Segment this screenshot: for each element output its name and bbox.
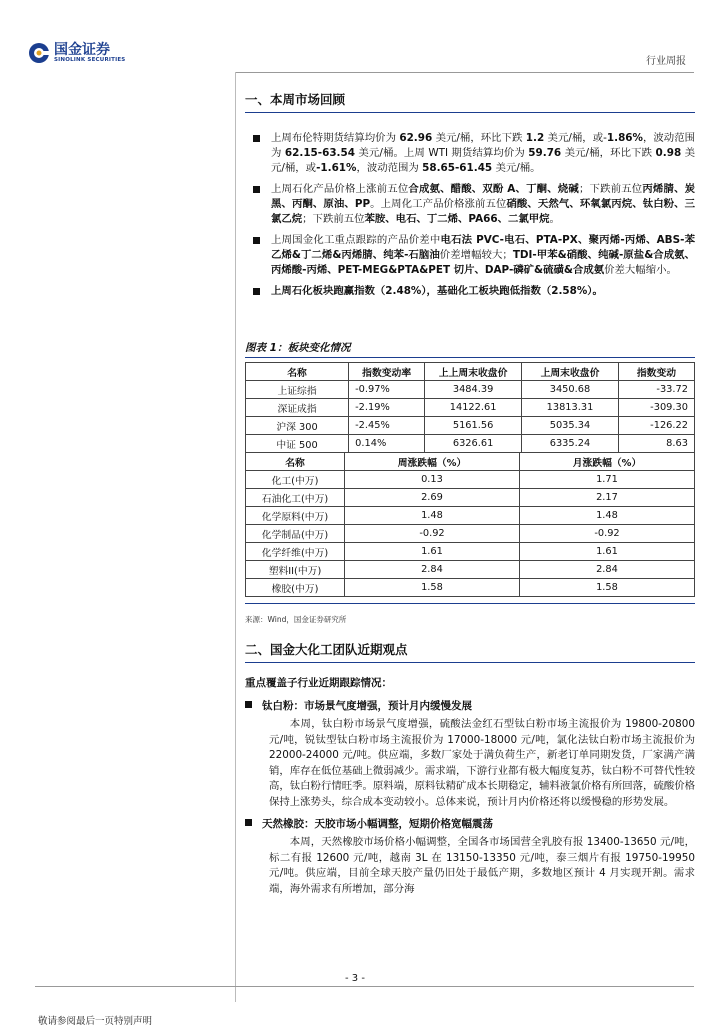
list-item: 上周石化产品价格上涨前五位合成氨、醋酸、双酚 A、丁酮、烧碱；下跌前五位丙烯腈、炭黑、丙酮、原油、PP。上周化工产品价格涨前五位硝酸、天然气、环氧氯丙烷、钛白粉、三氯乙烷；下跌前五位苯胺、电石、丁二烯、PA66、二氯甲烷。 [245,182,695,227]
item-heading-rubber: 天然橡胶：天胶市场小幅调整，短期价格宽幅震荡 [245,816,695,831]
disclaimer-note: 敬请参阅最后一页特别声明 [38,1016,153,1027]
table-row: 塑料II(中万) 2.84 2.84 [246,561,695,579]
bullet-square-icon [245,819,252,826]
table-row: 化学原料(中万) 1.48 1.48 [246,507,695,525]
item-heading-titanium: 钛白粉：市场景气度增强，预计月内缓慢发展 [245,698,695,713]
bullet-square-icon [245,701,252,708]
list-item: 上周布伦特期货结算均价为 62.96 美元/桶，环比下跌 1.2 美元/桶，或-1.86%，波动范围为 62.15-63.54 美元/桶。上周 WTI 期货结算均价为 59.76 美元/桶，环比下跌 0.98 美元/桶，或-1.61%，波动范围为 58.65-61.45 美元/桶。 [245,131,695,176]
table-block [245,340,695,626]
logo-text-cn: 国金证券 [54,41,110,58]
table-row: 化学纤维(中万) 1.61 1.61 [246,543,695,561]
table-row: 深证成指 -2.19% 14122.61 13813.31 -309.30 [246,399,695,417]
section-title: 一、本周市场回顾 [245,92,346,107]
item-body-titanium: 本周，钛白粉市场景气度增强，硫酸法金红石型钛白粉市场主流报价为 19800-20800 元/吨，锐钛型钛白粉市场主流报价为 17000-18000 元/吨，氯化法钛白粉市场主流报价为 22000-24000 元/吨。供应端，多数厂家处于满负荷生产，新老订单同期发货，厂家满产满销，库存在低位基础上微弱减少。需求端，下游行业都有极大幅度复苏，钛白粉不可替代性较高，钛白粉行情旺季。原料端，原料钛精矿成本长期稳定，辅料液氯价格有所回落，硫酸价格保持上涨势头，综合成本变动较小。总体来说，预计月内价格还将以缓慢稳的形势发展。 [269,718,696,808]
table-source: 来源：Wind，国金证券研究所 [245,615,347,624]
page-number: - 3 - [345,973,365,984]
section-title-underline [245,662,695,663]
section-title: 二、国金大化工团队近期观点 [245,642,408,657]
table-caption: 图表 1：板块变化情况 [245,340,695,358]
table-row: 化工(中万) 0.13 1.71 [246,471,695,489]
section-title-underline [245,112,695,113]
logo-mark-icon [28,42,50,64]
table-source-line [245,603,695,626]
company-logo [28,40,125,66]
section-market-review [245,90,695,305]
margin-divider [235,72,236,1002]
header-divider [235,72,694,73]
table-row: 橡胶(中万) 1.58 1.58 [246,579,695,597]
table-row: 化学制品(中万) -0.92 -0.92 [246,525,695,543]
item-body-rubber: 本周，天然橡胶市场价格小幅调整，全国各市场国营全乳胶有报 13400-13650 元/吨，标二有报 12600 元/吨，越南 3L 在 13150-13350 元/吨，泰三烟片有报 19750-19950 元/吨。供应端，目前全球天胶产量仍旧处于最低产期，多数地区预计 4 月实现开割。需求端，海外需求有所增加，部分海 [269,836,695,895]
report-type: 行业周报 [646,56,686,67]
table-row: 石油化工(中万) 2.69 2.17 [246,489,695,507]
table-header-row: 名称 指数变动率 上上周末收盘价 上周末收盘价 指数变动 [246,363,695,381]
table-header-row: 名称 周涨跌幅（%） 月涨跌幅（%） [246,453,695,471]
table-row: 沪深 300 -2.45% 5161.56 5035.34 -126.22 [246,417,695,435]
table-row: 上证综指 -0.97% 3484.39 3450.68 -33.72 [246,381,695,399]
section-subtitle: 重点覆盖子行业近期跟踪情况： [245,677,392,689]
table-row: 中证 500 0.14% 6326.61 6335.24 8.63 [246,435,695,453]
sector-table [245,452,695,597]
list-item: 上周国金化工重点跟踪的产品价差中电石法 PVC-电石、PTA-PX、聚丙烯-丙烯、ABS-苯乙烯&丁二烯&丙烯腈、纯苯-石脑油价差增幅较大；TDI-甲苯&硝酸、纯碱-原盐&合成氨、丙烯酸-丙烯、PET-MEG&PTA&PET 切片、DAP-磷矿&硫磺&合成氨价差大幅缩小。 [245,233,695,278]
section-team-views [245,640,695,897]
market-bullets [245,131,695,299]
logo-text-en: SINOLINK SECURITIES [54,56,126,63]
list-item: 上周石化板块跑赢指数（2.48%），基础化工板块跑低指数（2.58%）。 [245,284,695,299]
footer-divider [35,986,694,987]
index-table [245,362,695,453]
